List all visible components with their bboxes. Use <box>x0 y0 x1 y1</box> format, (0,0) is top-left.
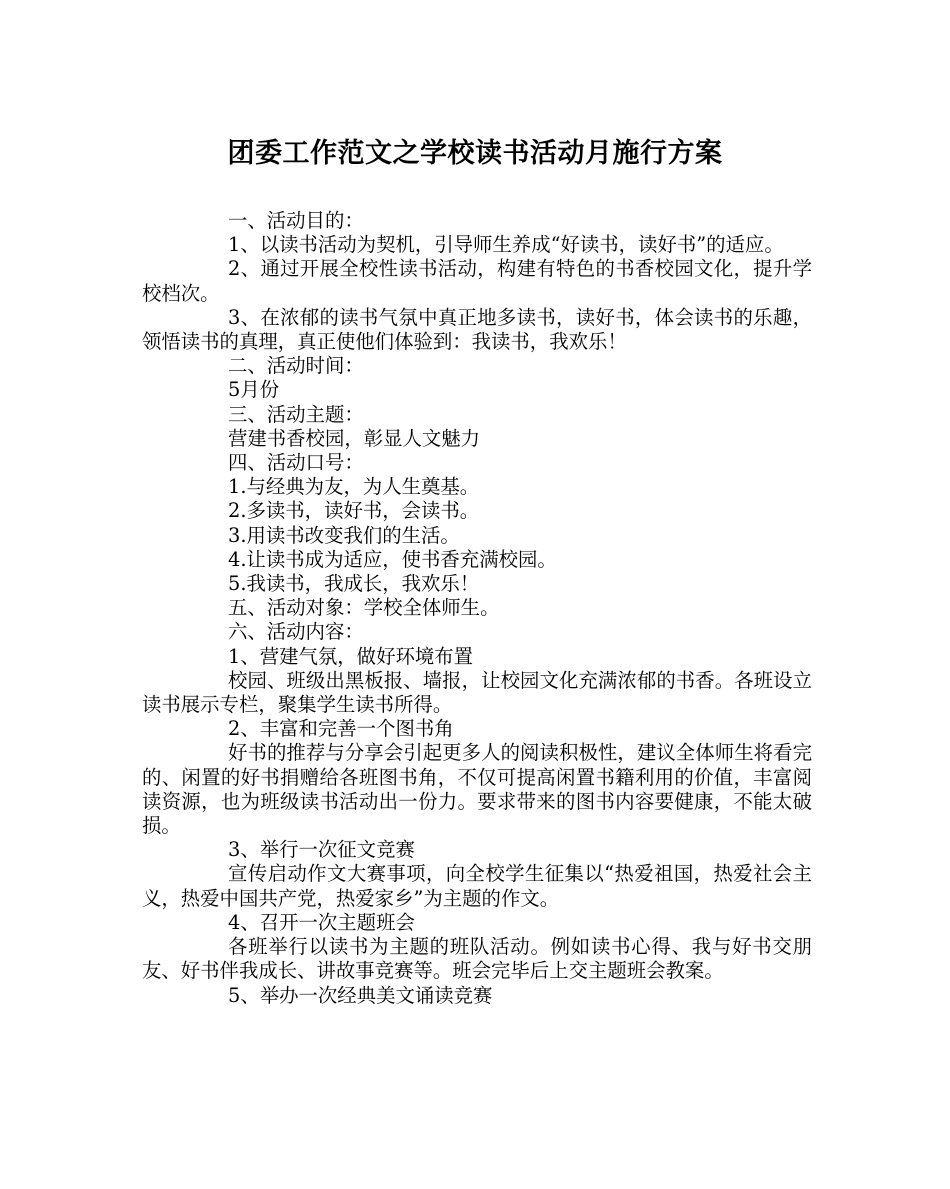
paragraph: 2、通过开展全校性读书活动，构建有特色的书香校园文化，提升学校档次。 <box>142 257 812 305</box>
document-body <box>142 209 812 1008</box>
paragraph: 3、在浓郁的读书气氛中真正地多读书，读好书，体会读书的乐趣，领悟读书的真理，真正使他们体验到：我读书，我欢乐！ <box>142 305 812 354</box>
paragraph: 5月份 <box>228 378 280 402</box>
paragraph: 1、以读书活动为契机，引导师生养成“好读书，读好书”的适应。 <box>228 233 784 257</box>
paragraph: 2、丰富和完善一个图书角 <box>228 717 454 741</box>
paragraph: 四、活动口号： <box>228 451 364 475</box>
paragraph: 1.与经典为友，为人生奠基。 <box>228 475 480 499</box>
paragraph: 4.让读书成为适应，使书香充满校园。 <box>228 547 557 571</box>
paragraph: 三、活动主题： <box>228 402 364 426</box>
paragraph: 宣传启动作文大赛事项，向全校学生征集以“热爱祖国，热爱社会主义，热爱中国共产党，热爱家乡”为主题的作文。 <box>142 862 812 910</box>
paragraph: 五、活动对象：学校全体师生。 <box>228 596 500 620</box>
paragraph: 好书的推荐与分享会引起更多人的阅读积极性，建议全体师生将看完的、闲置的好书捐赠给各班图书角，不仅可提高闲置书籍利用的价值，丰富阅读资源，也为班级读书活动出一份力。要求带来的图书内容要健康，不能太破损。 <box>142 741 812 838</box>
paragraph: 六、活动内容： <box>228 620 364 644</box>
paragraph: 二、活动时间： <box>228 354 364 378</box>
document-title: 团委工作范文之学校读书活动月施行方案 <box>227 138 723 169</box>
paragraph: 一、活动目的： <box>228 209 364 232</box>
paragraph: 1、营建气氛，做好环境布置 <box>228 644 474 668</box>
paragraph: 5、举办一次经典美文诵读竞赛 <box>228 983 493 1007</box>
paragraph: 4、召开一次主题班会 <box>228 910 415 934</box>
paragraph: 校园、班级出黑板报、墙报，让校园文化充满浓郁的书香。各班设立读书展示专栏，聚集学生读书所得。 <box>142 668 812 717</box>
paragraph: 3.用读书改变我们的生活。 <box>228 523 460 547</box>
paragraph: 营建书香校园，彰显人文魅力 <box>228 426 481 450</box>
paragraph: 2.多读书，读好书，会读书。 <box>228 499 480 523</box>
paragraph: 3、举行一次征文竞赛 <box>228 838 415 862</box>
paragraph: 各班举行以读书为主题的班队活动。例如读书心得、我与好书交朋友、好书伴我成长、讲故事竞赛等。班会完毕后上交主题班会教案。 <box>142 935 812 983</box>
paragraph: 5.我读书，我成长，我欢乐！ <box>228 572 480 596</box>
